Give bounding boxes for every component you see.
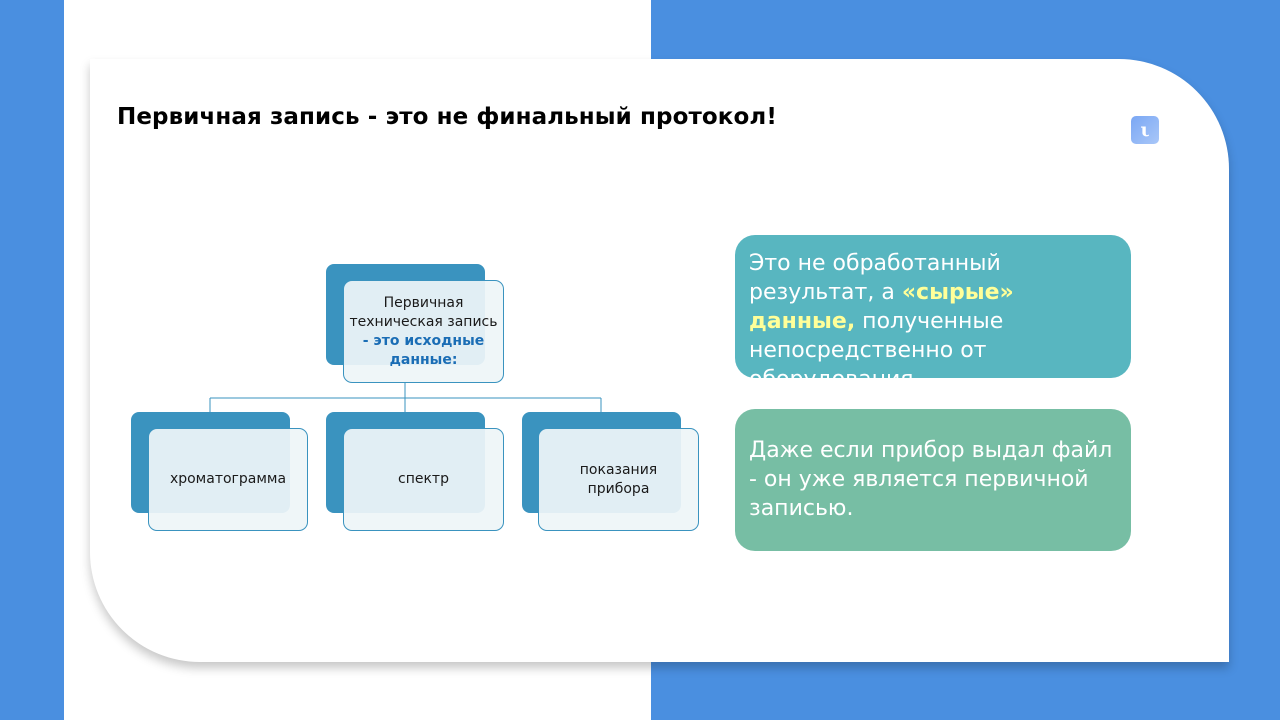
child-node-label: хроматограмма <box>169 471 287 487</box>
child-node-chromatogram <box>148 428 308 531</box>
child-node-label-line1: показания <box>579 461 658 478</box>
callout-1-part2: полученные непосредственно от оборудования. <box>749 309 1004 392</box>
child-node-instrument-readings <box>538 428 699 531</box>
root-node-line2: техническая запись <box>349 313 498 330</box>
callout-raw-data <box>735 235 1131 392</box>
root-node-highlight2: данные: <box>389 351 458 368</box>
callout-2-text: Даже если прибор выдал файл - он уже является первичной записью. <box>749 438 1113 521</box>
root-node-highlight1: - это исходные <box>362 332 485 349</box>
root-node-line1: Первичная <box>383 294 464 311</box>
slide-title: Первичная запись - это не финальный протокол! <box>117 104 777 130</box>
callout-1-part1: Это не обработанный результат, а <box>749 251 1001 305</box>
callout-file-note <box>735 409 1131 551</box>
callout-1-highlight: «сырые» данные, <box>749 280 1014 334</box>
logo-icon: ι <box>1131 116 1159 144</box>
child-node-label-line2: прибора <box>587 480 650 497</box>
child-node-spectrum <box>343 428 504 531</box>
child-node-label: спектр <box>398 471 449 487</box>
root-node <box>343 280 504 383</box>
